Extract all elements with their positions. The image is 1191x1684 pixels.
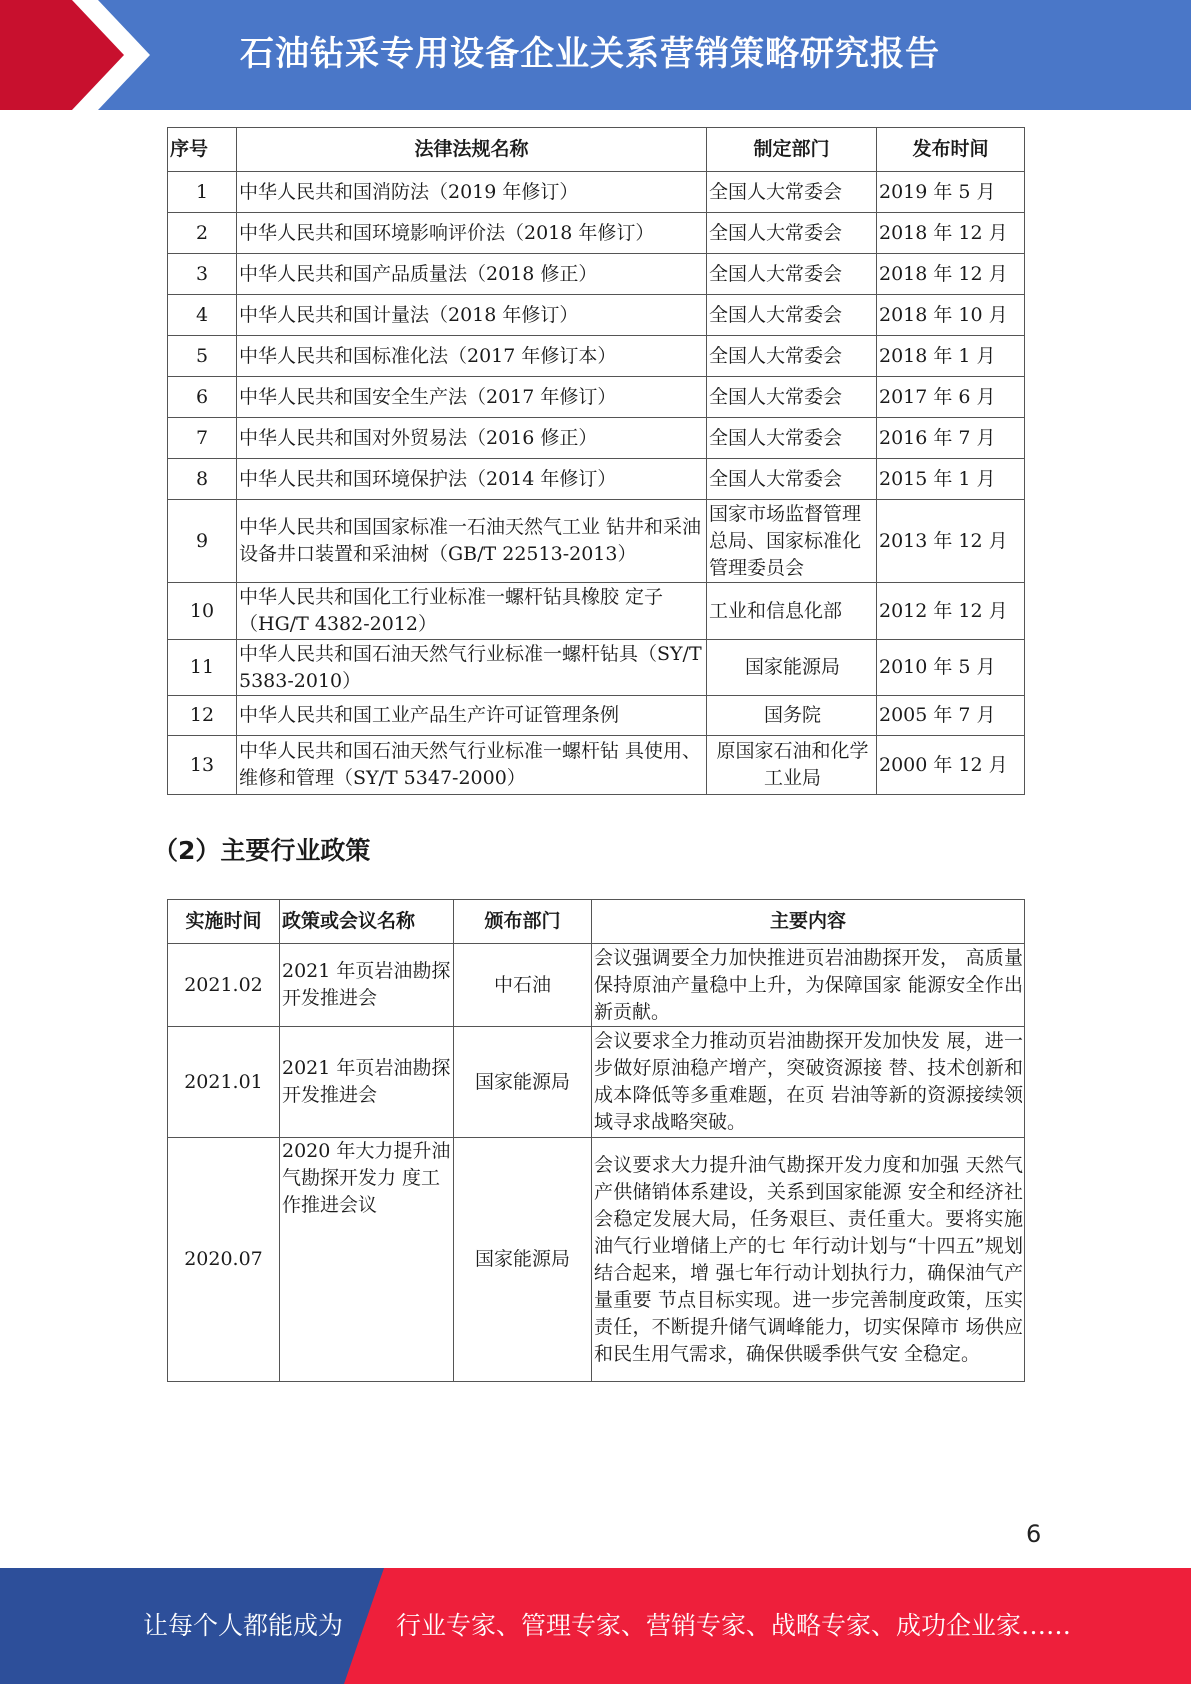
row-index: 4 <box>168 295 237 336</box>
law-date: 2005 年 7 月 <box>877 696 1025 736</box>
table-header-row <box>168 128 1025 172</box>
column-header-department: 制定部门 <box>707 128 877 172</box>
table-row <box>168 1027 1025 1138</box>
page-number: 6 <box>1026 1520 1042 1548</box>
law-date: 2013 年 12 月 <box>877 500 1025 583</box>
column-header-issuing-department: 颁布部门 <box>454 900 592 944</box>
header-band <box>0 0 1191 110</box>
law-department: 全国人大常委会 <box>707 172 877 213</box>
law-name: 中华人民共和国国家标准一石油天然气工业 钻井和采油设备井口装置和采油树（GB/T 22513-2013） <box>237 500 707 583</box>
policy-content: 会议要求大力提升油气勘探开发力度和加强 天然气产供储销体系建设，关系到国家能源 安全和经济社会稳定发展大局，任务艰巨、责任重大。要将实施油气行业增储上产的七 年行动计划与“十四五”规划结合起来，增 强七年行动计划执行力，确保油气产量重要 节点目标实现。进一步完善制度政策，压实 责任，不断提升储气调峰能力，切实保障市 场供应和民生用气需求，确保供暖季供气安 全稳定。 <box>592 1138 1025 1382</box>
row-index: 2 <box>168 213 237 254</box>
policy-name: 2020 年大力提升油气勘探开发力 度工作推进会议 <box>280 1138 454 1382</box>
law-name: 中华人民共和国化工行业标准一螺杆钻具橡胶 定子（HG/T 4382-2012） <box>237 583 707 640</box>
law-name: 中华人民共和国产品质量法（2018 修正） <box>237 254 707 295</box>
law-name: 中华人民共和国对外贸易法（2016 修正） <box>237 418 707 459</box>
law-date: 2019 年 5 月 <box>877 172 1025 213</box>
table-row <box>168 583 1025 640</box>
law-name: 中华人民共和国计量法（2018 年修订） <box>237 295 707 336</box>
table-row <box>168 736 1025 795</box>
policy-content: 会议要求全力推动页岩油勘探开发加快发 展，进一步做好原油稳产增产，突破资源接 替、技术创新和成本降低等多重难题，在页 岩油等新的资源接续领域寻求战略突破。 <box>592 1027 1025 1138</box>
row-index: 10 <box>168 583 237 640</box>
table-row <box>168 459 1025 500</box>
table-header-row <box>168 900 1025 944</box>
industry-policy-table <box>167 899 1025 1382</box>
law-name: 中华人民共和国环境影响评价法（2018 年修订） <box>237 213 707 254</box>
table-row <box>168 696 1025 736</box>
law-date: 2017 年 6 月 <box>877 377 1025 418</box>
law-name: 中华人民共和国石油天然气行业标准一螺杆钻 具使用、维修和管理（SY/T 5347-2000） <box>237 736 707 795</box>
policy-department: 国家能源局 <box>454 1027 592 1138</box>
table-row <box>168 1138 1025 1382</box>
column-header-main-content: 主要内容 <box>592 900 1025 944</box>
policy-time: 2021.01 <box>168 1027 280 1138</box>
report-title: 石油钻采专用设备企业关系营销策略研究报告 <box>240 34 940 74</box>
law-date: 2010 年 5 月 <box>877 640 1025 696</box>
column-header-law-name: 法律法规名称 <box>237 128 707 172</box>
law-date: 2012 年 12 月 <box>877 583 1025 640</box>
law-date: 2015 年 1 月 <box>877 459 1025 500</box>
law-name: 中华人民共和国安全生产法（2017 年修订） <box>237 377 707 418</box>
row-index: 13 <box>168 736 237 795</box>
table-row <box>168 640 1025 696</box>
policy-content: 会议强调要全力加快推进页岩油勘探开发， 高质量保持原油产量稳中上升，为保障国家 能源安全作出新贡献。 <box>592 944 1025 1027</box>
section-heading-industry-policies: （2）主要行业政策 <box>153 836 371 865</box>
footer-slogan-right: 行业专家、管理专家、营销专家、战略专家、成功企业家…… <box>396 1611 1072 1640</box>
table-row <box>168 377 1025 418</box>
law-date: 2018 年 12 月 <box>877 254 1025 295</box>
law-department: 国家能源局 <box>707 640 877 696</box>
column-header-publish-date: 发布时间 <box>877 128 1025 172</box>
law-department: 全国人大常委会 <box>707 336 877 377</box>
law-department: 全国人大常委会 <box>707 213 877 254</box>
row-index: 3 <box>168 254 237 295</box>
row-index: 9 <box>168 500 237 583</box>
law-name: 中华人民共和国环境保护法（2014 年修订） <box>237 459 707 500</box>
column-header-implementation-time: 实施时间 <box>168 900 280 944</box>
law-department: 全国人大常委会 <box>707 254 877 295</box>
policy-time: 2020.07 <box>168 1138 280 1382</box>
law-date: 2018 年 10 月 <box>877 295 1025 336</box>
table-row <box>168 295 1025 336</box>
policy-time: 2021.02 <box>168 944 280 1027</box>
laws-regulations-table <box>167 127 1025 795</box>
law-date: 2018 年 1 月 <box>877 336 1025 377</box>
law-name: 中华人民共和国工业产品生产许可证管理条例 <box>237 696 707 736</box>
policy-department: 中石油 <box>454 944 592 1027</box>
table-row <box>168 500 1025 583</box>
table-row <box>168 254 1025 295</box>
law-date: 2018 年 12 月 <box>877 213 1025 254</box>
column-header-policy-name: 政策或会议名称 <box>280 900 454 944</box>
row-index: 11 <box>168 640 237 696</box>
row-index: 7 <box>168 418 237 459</box>
law-name: 中华人民共和国消防法（2019 年修订） <box>237 172 707 213</box>
footer-band <box>0 1568 1191 1684</box>
law-department: 国务院 <box>707 696 877 736</box>
table-row <box>168 418 1025 459</box>
row-index: 8 <box>168 459 237 500</box>
law-department: 原国家石油和化学工业局 <box>707 736 877 795</box>
row-index: 6 <box>168 377 237 418</box>
table-row <box>168 336 1025 377</box>
policy-department: 国家能源局 <box>454 1138 592 1382</box>
law-department: 全国人大常委会 <box>707 377 877 418</box>
row-index: 5 <box>168 336 237 377</box>
footer-slogan-left: 让每个人都能成为 <box>143 1611 344 1640</box>
table-row <box>168 172 1025 213</box>
law-name: 中华人民共和国石油天然气行业标准一螺杆钻具（SY/T 5383-2010） <box>237 640 707 696</box>
law-date: 2016 年 7 月 <box>877 418 1025 459</box>
law-name: 中华人民共和国标准化法（2017 年修订本） <box>237 336 707 377</box>
law-date: 2000 年 12 月 <box>877 736 1025 795</box>
column-header-index: 序号 <box>168 128 237 172</box>
row-index: 1 <box>168 172 237 213</box>
law-department: 全国人大常委会 <box>707 459 877 500</box>
law-department: 工业和信息化部 <box>707 583 877 640</box>
table-row <box>168 213 1025 254</box>
policy-name: 2021 年页岩油勘探开发推进会 <box>280 1027 454 1138</box>
row-index: 12 <box>168 696 237 736</box>
law-department: 全国人大常委会 <box>707 418 877 459</box>
table-row <box>168 944 1025 1027</box>
law-department: 国家市场监督管理总局、国家标准化管理委员会 <box>707 500 877 583</box>
policy-name: 2021 年页岩油勘探开发推进会 <box>280 944 454 1027</box>
law-department: 全国人大常委会 <box>707 295 877 336</box>
